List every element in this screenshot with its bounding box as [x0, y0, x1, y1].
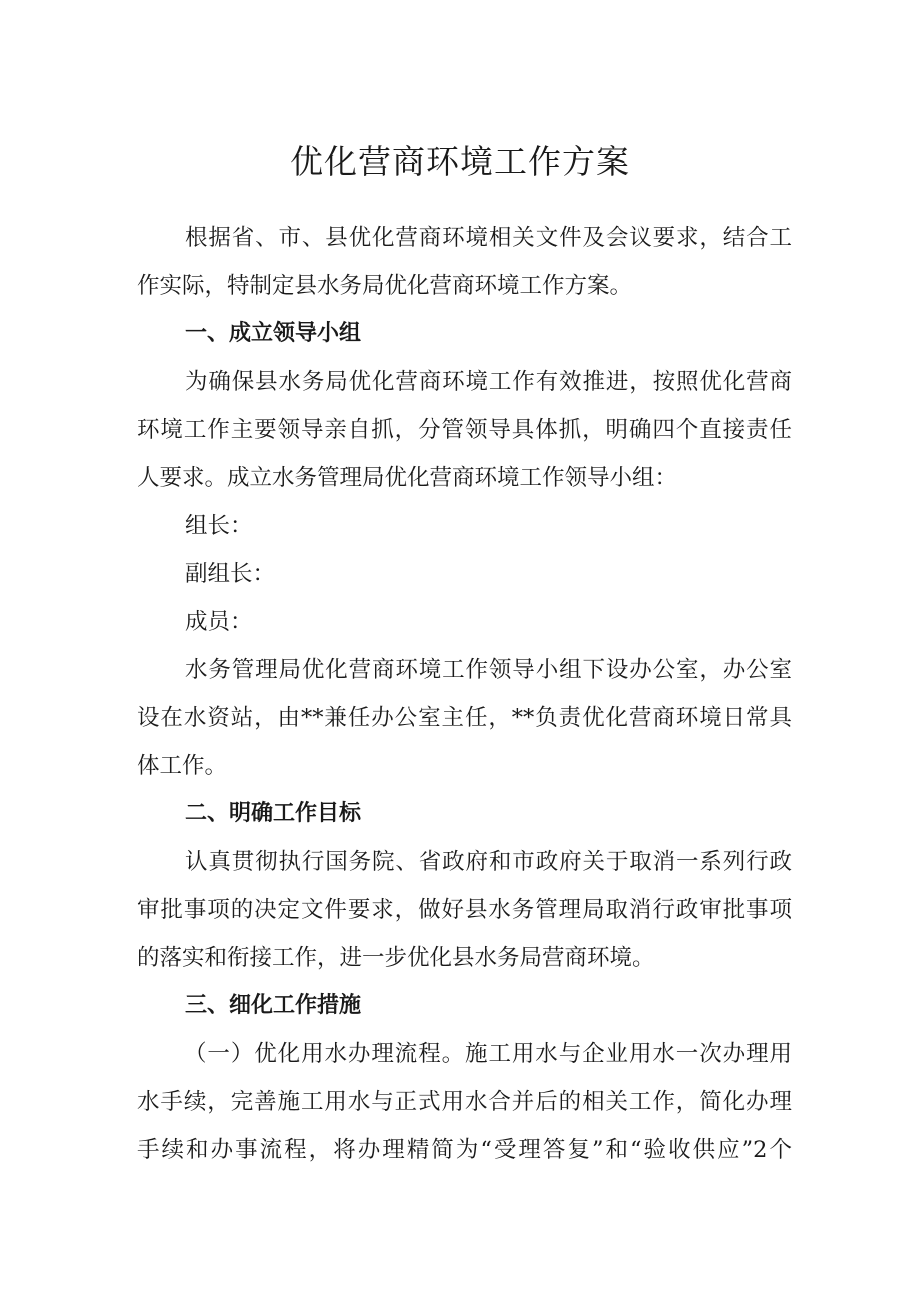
leader-label: 组长： — [185, 513, 253, 539]
members-label: 成员： — [185, 609, 253, 635]
section-2-para-1-line-3: 的落实和衔接工作，进一步优化县水务局营商环境。 — [137, 945, 655, 971]
intro-line-1: 根据省、市、县优化营商环境相关文件及会议要求，结合工 — [185, 225, 792, 251]
section-2-para-1-line-2: 审批事项的决定文件要求，做好县水务管理局取消行政审批事项 — [137, 897, 792, 923]
section-3-para-1-line-3: 手续和办事流程，将办理精简为“受理答复”和“验收供应”2个 — [137, 1137, 792, 1163]
section-3-heading: 三、细化工作措施 — [185, 993, 362, 1018]
section-3-para-1-line-1: （一）优化用水办理流程。施工用水与企业用水一次办理用 — [184, 1041, 792, 1067]
deputy-leader-label: 副组长： — [185, 561, 276, 587]
section-1-para-2-line-1: 水务管理局优化营商环境工作领导小组下设办公室，办公室 — [185, 657, 792, 683]
section-1-para-2-line-2: 设在水资站，由**兼任办公室主任，**负责优化营商环境日常具 — [137, 705, 792, 731]
section-1-para-2-line-3: 体工作。 — [137, 753, 228, 779]
section-1-para-1-line-3: 人要求。成立水务管理局优化营商环境工作领导小组： — [137, 465, 678, 491]
section-1-para-1-line-2: 环境工作主要领导亲自抓，分管领导具体抓，明确四个直接责任 — [137, 417, 792, 443]
intro-line-2: 作实际，特制定县水务局优化营商环境工作方案。 — [137, 273, 633, 299]
section-2-heading: 二、明确工作目标 — [185, 801, 362, 826]
section-1-para-1-line-1: 为确保县水务局优化营商环境工作有效推进，按照优化营商 — [185, 369, 792, 395]
section-1-heading: 一、成立领导小组 — [185, 321, 362, 346]
section-3-para-1-line-2: 水手续，完善施工用水与正式用水合并后的相关工作，简化办理 — [137, 1089, 792, 1115]
document-title: 优化营商环境工作方案 — [290, 142, 630, 181]
section-2-para-1-line-1: 认真贯彻执行国务院、省政府和市政府关于取消一系列行政 — [185, 849, 792, 875]
